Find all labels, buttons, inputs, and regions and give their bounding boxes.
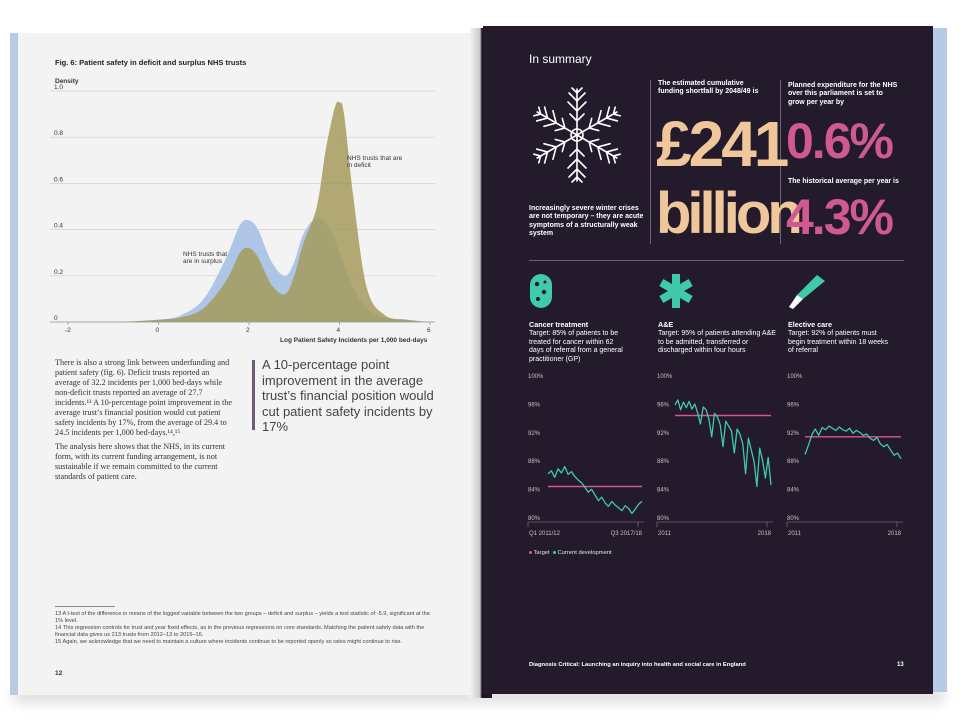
body-paragraph-2: The analysis here shows that the NHS, in its current form, with its current funding arrangement, is not sustainable if we remain committed to the current standards of patient care.: [55, 442, 226, 481]
left-page-number: 12: [55, 670, 63, 677]
historical-average-value: 4.3%: [786, 189, 892, 245]
footnote-15: 15 Again, we acknowledge that we need to maintain a culture where incidents continue to be reported openly so rates might continue to rise.: [55, 639, 403, 645]
mini-y-tick: 96%: [657, 402, 670, 409]
legend-target-swatch: [529, 551, 532, 554]
mini-y-tick: 92%: [787, 430, 800, 437]
elective-chart: [785, 372, 907, 542]
density-x-tick: -2: [65, 327, 71, 334]
mini-y-tick: 96%: [528, 402, 541, 409]
density-x-tick: 0: [155, 327, 160, 334]
legend-current-label: Current development: [557, 550, 612, 556]
winter-crisis-text: Increasingly severe winter crises are not temporary – they are acute symptoms of a structurally weak system: [529, 205, 644, 237]
mini-x-tick-end: 2018: [757, 531, 771, 537]
scalpel-icon: [787, 273, 827, 311]
density-x-tick: 6: [427, 327, 431, 334]
shortfall-value-amount: £241: [656, 108, 787, 180]
current-development-line: [805, 426, 901, 459]
mini-y-tick: 88%: [787, 459, 800, 466]
density-x-tick: 2: [246, 327, 250, 334]
density-x-axis-title: Log Patient Safety Incidents per 1,000 bed-days: [280, 337, 428, 344]
surplus-label-line1: NHS trusts that: [183, 251, 228, 258]
density-y-tick: 1.0: [54, 84, 64, 91]
snowflake-arm: [568, 135, 586, 182]
mini-y-tick: 96%: [787, 402, 800, 409]
deficit-label-line1: NHS trusts that are: [347, 155, 403, 162]
snowflake-icon: [527, 80, 627, 190]
mini-y-tick: 88%: [657, 459, 670, 466]
snowflake-arm: [568, 88, 586, 135]
mini-x-tick-end: Q3 2017/18: [610, 531, 642, 537]
density-y-tick: 0.8: [54, 130, 64, 138]
elective-title: Elective care: [788, 320, 832, 329]
divider-1: [650, 80, 651, 244]
chart-legend: [529, 550, 612, 556]
mini-y-tick: 80%: [657, 516, 670, 522]
planned-expenditure-value: 0.6%: [786, 113, 892, 169]
shortfall-value-unit: billion: [656, 181, 799, 246]
cancer-chart: [526, 372, 648, 542]
elective-target-text: Target: 92% of patients must begin treatment within 18 weeks of referral: [788, 330, 888, 355]
deficit-label-line2: in deficit: [347, 162, 371, 169]
deficit-density-area: [68, 101, 430, 322]
density-y-tick: 0.6: [54, 176, 64, 184]
density-axis-title: Density: [55, 78, 79, 85]
density-y-tick: 0: [54, 315, 58, 322]
mini-y-tick: 100%: [528, 374, 544, 380]
body-paragraph-1: There is also a strong link between underfunding and patient safety (fig. 6). Deficit trusts reported an average of 32.2 incidents per 1,000 bed-days while non-deficit trusts reported an average of 27.7 incidents.¹³ A 10-percentage point improvement in the average trust’s financial position would cut patient safety incidents by 17%, from the average of 29.4 to 24.5 incidents per 1,000 bed-days.¹⁴,¹⁵: [55, 358, 233, 437]
shortfall-label: The estimated cumulative funding shortfall by 2048/49 is: [658, 80, 759, 96]
mini-y-tick: 84%: [787, 487, 800, 494]
mini-x-tick-start: 2011: [788, 531, 801, 537]
footnote-13: 13 A t-test of the difference in means of the logged variable between the two groups – deficit and surplus – yields a test statistic of -5.9, significant at the 1% level.: [55, 611, 430, 624]
mini-y-tick: 88%: [528, 459, 541, 466]
mini-y-tick: 100%: [657, 374, 673, 380]
surplus-label-line2: are in surplus: [183, 258, 223, 265]
legend-current-swatch: [553, 551, 556, 554]
mini-y-tick: 80%: [528, 516, 541, 522]
mini-y-tick: 92%: [528, 430, 541, 437]
legend-target-label: Target: [533, 550, 550, 556]
planned-expenditure-label: Planned expenditure for the NHS over this parliament is set to grow per year by: [788, 82, 898, 106]
ae-target-text: Target: 95% of patients attending A&E to be admitted, transferred or discharged within four hours: [658, 330, 776, 355]
current-development-line: [675, 400, 771, 487]
mini-y-tick: 84%: [528, 487, 541, 494]
medical-star-icon: [658, 273, 694, 309]
density-y-tick: 0.4: [54, 222, 64, 230]
cancer-cell-icon: [528, 272, 554, 310]
surplus-series-label: [183, 251, 227, 265]
cancer-target-text: Target: 85% of patients to be treated for cancer within 62 days of referral from a general practitioner (GP): [529, 330, 623, 363]
ae-chart: [655, 372, 777, 542]
density-x-tick: 4: [336, 327, 341, 334]
deficit-series-label: [347, 155, 402, 169]
page-edge-accent: [933, 28, 947, 692]
summary-heading: In summary: [529, 52, 592, 66]
mini-x-tick-end: 2018: [887, 531, 901, 537]
mini-y-tick: 84%: [657, 487, 670, 494]
ae-title: A&E: [658, 320, 674, 329]
summary-divider: [529, 260, 904, 261]
mini-x-tick-start: Q1 2011/12: [529, 531, 560, 537]
density-chart: [50, 84, 440, 344]
right-footer: Diagnosis Critical: Launching an inquiry into health and social care in England: [529, 662, 746, 668]
footnote-14: 14 This regression controls for trust and year fixed effects, as in the previous regressions on core standards. Matching the patient safety data with the financial data gives us 213 trusts from 2012–13 to 2015–16.: [55, 625, 425, 638]
footnote-rule: [55, 606, 115, 607]
quote-bar: [252, 360, 255, 430]
mini-y-tick: 80%: [787, 516, 800, 522]
mini-y-tick: 92%: [657, 430, 670, 437]
pull-quote: A 10-percentage point improvement in the average trust’s financial position would cut patient safety incidents by 17%: [262, 357, 434, 434]
current-development-line: [548, 467, 642, 514]
mini-x-tick-start: 2011: [658, 531, 671, 537]
mini-y-tick: 100%: [787, 374, 803, 380]
footnotes: [55, 611, 435, 646]
figure-title: Fig. 6: Patient safety in deficit and surplus NHS trusts: [55, 58, 247, 67]
historical-average-label: The historical average per year is: [788, 178, 899, 185]
cancer-title: Cancer treatment: [529, 320, 589, 329]
density-y-tick: 0.2: [54, 268, 64, 276]
right-page-number: 13: [897, 662, 904, 668]
